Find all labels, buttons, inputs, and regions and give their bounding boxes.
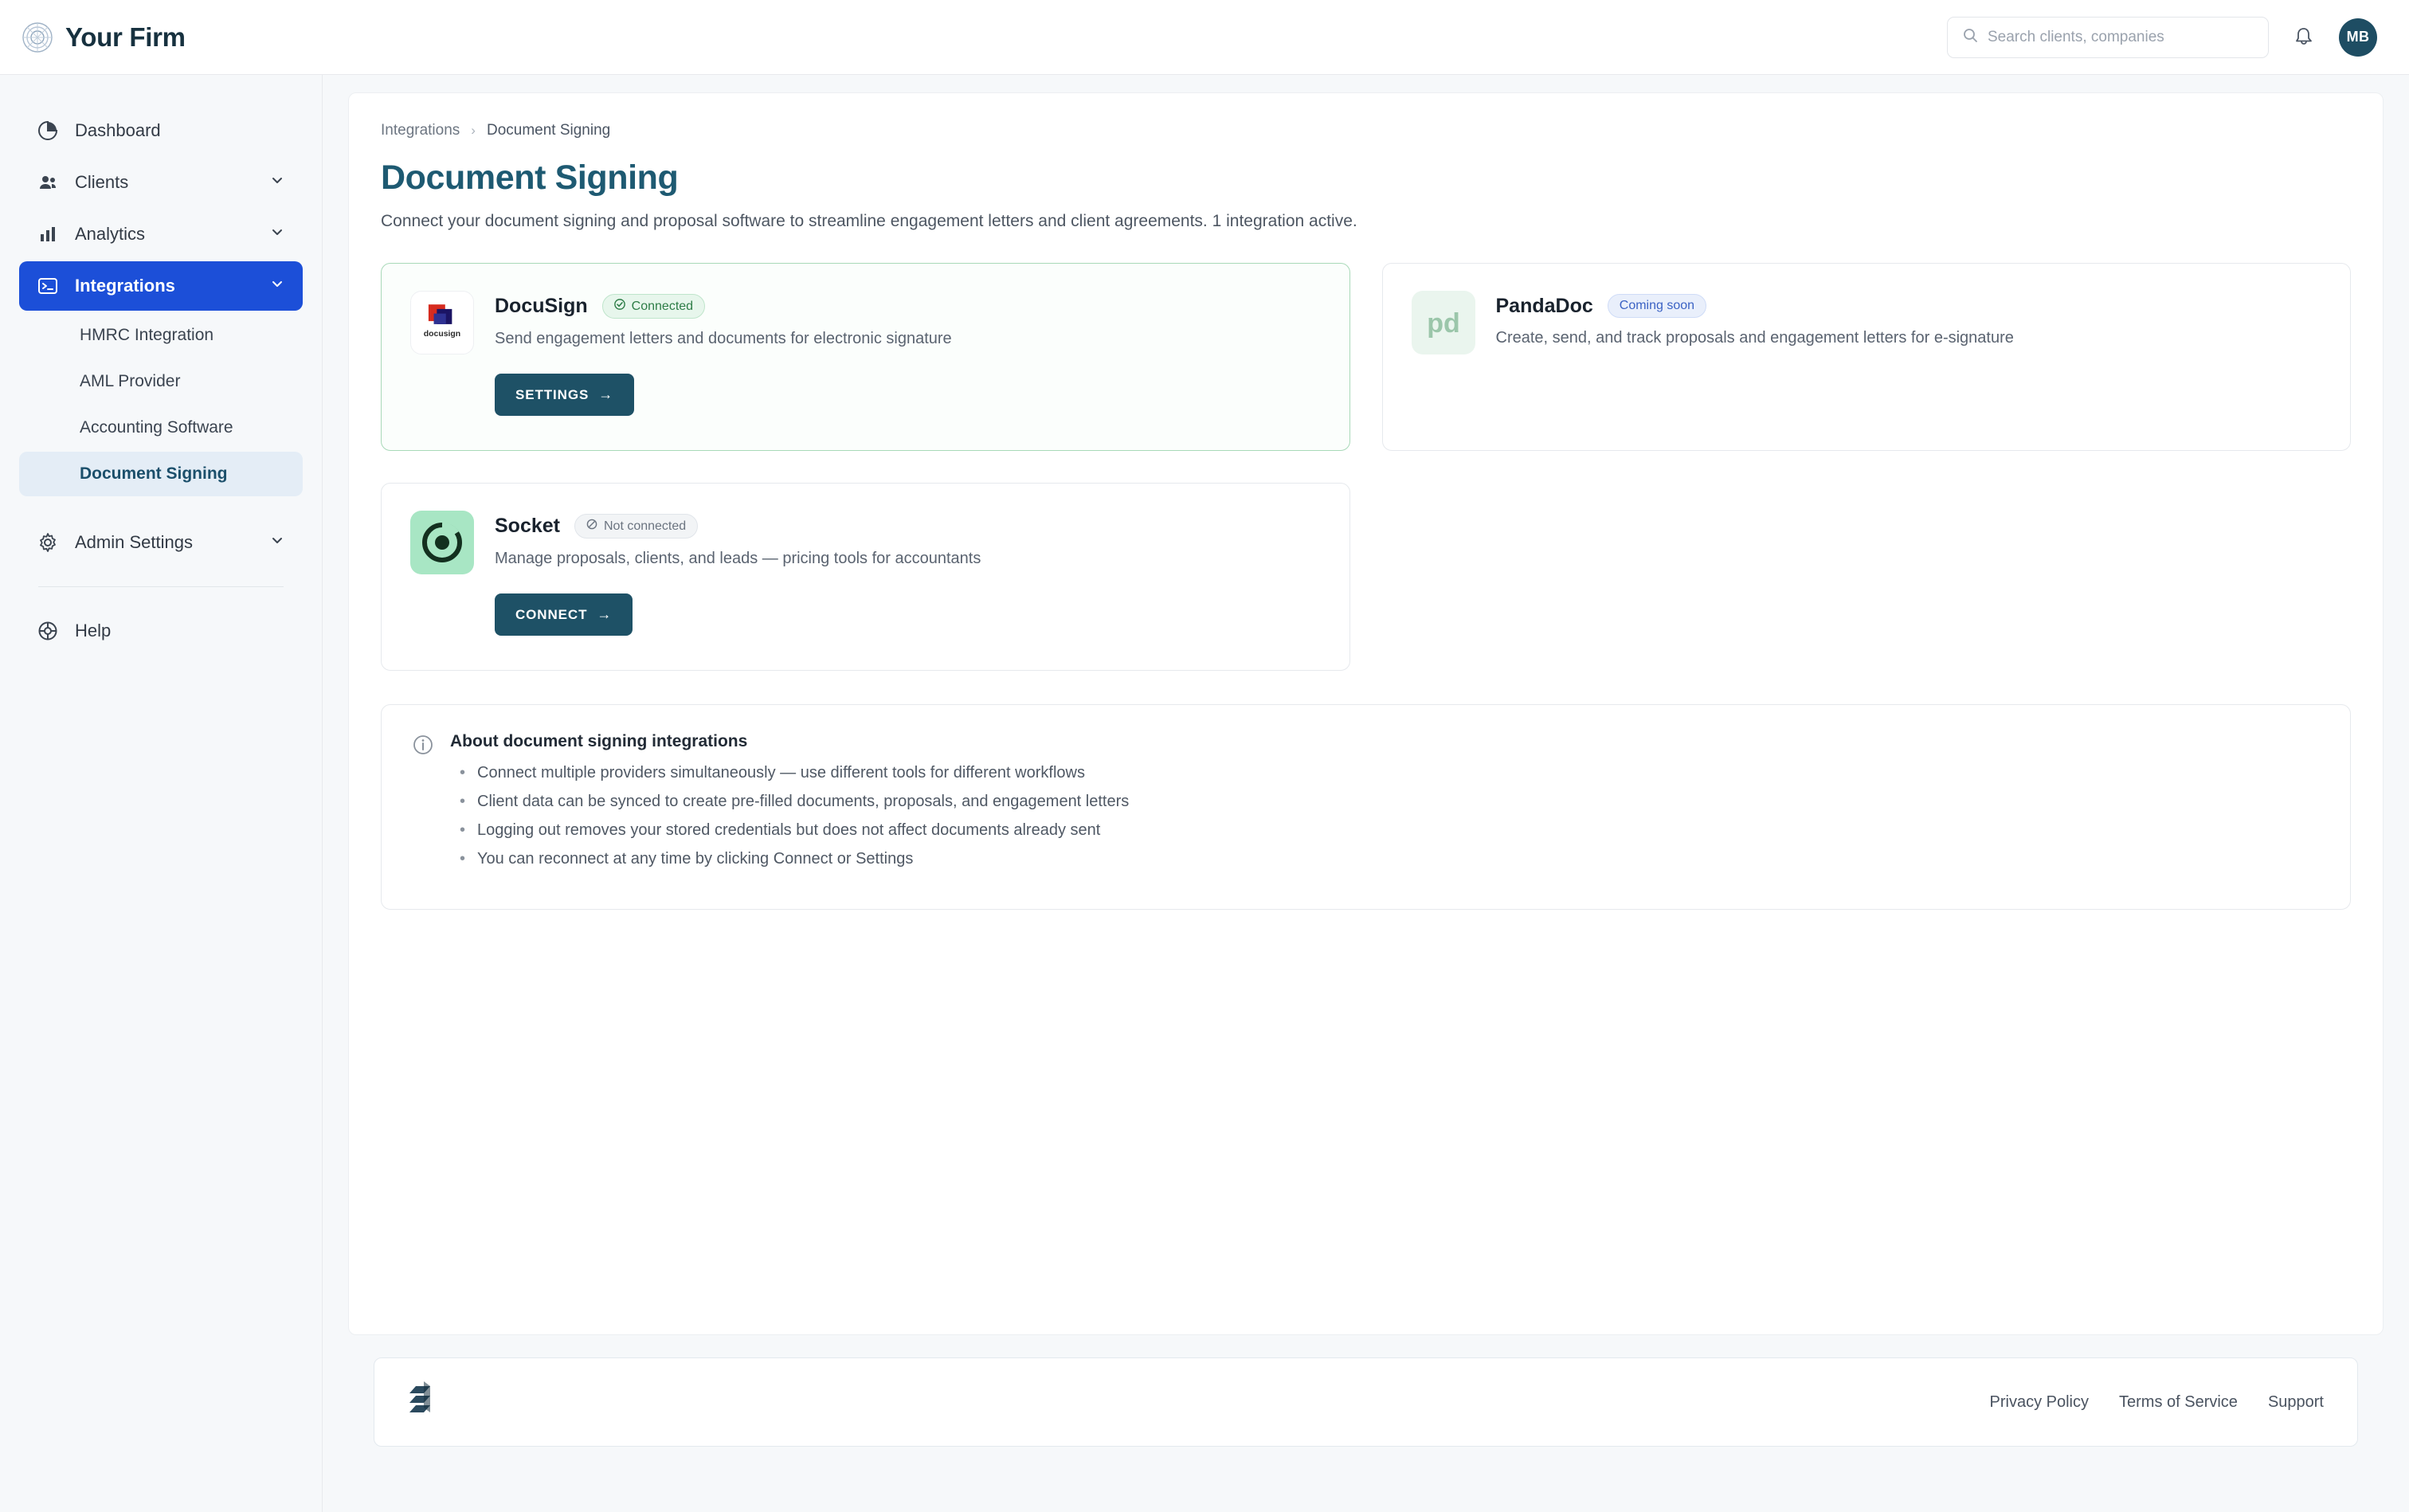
integration-card-docusign[interactable] [381, 263, 1350, 451]
arrow-right-icon: → [598, 386, 614, 402]
card-text-block [495, 511, 981, 574]
check-circle-icon [614, 299, 625, 314]
integration-name: PandaDoc [1495, 294, 1593, 317]
sidebar-item-dashboard[interactable] [19, 106, 303, 155]
card-title-row [495, 294, 952, 319]
card-header [410, 291, 1321, 354]
card-text-block [495, 291, 952, 354]
content-panel [348, 92, 2384, 1335]
footer-links [1990, 1393, 2324, 1412]
settings-button-label: SETTINGS [515, 386, 590, 402]
main-content [323, 75, 2409, 1512]
sidebar-item-analytics[interactable] [19, 210, 303, 259]
app-layout [0, 75, 2409, 1512]
card-text-block [1496, 291, 2014, 354]
avatar[interactable]: MB [2339, 18, 2377, 57]
sidebar-subitem-label: Document Signing [80, 464, 228, 483]
terminal-icon [37, 275, 59, 297]
list-item: • Logging out removes your stored credentials but does not affect documents already sent [450, 821, 1129, 840]
connect-button-label: CONNECT [515, 606, 588, 622]
stacked-layers-logo-icon [408, 1381, 445, 1423]
support-link[interactable]: Support [2267, 1393, 2324, 1411]
sidebar-item-hmrc-integration[interactable] [19, 313, 303, 358]
integration-description: Manage proposals, clients, and leads — pricing tools for accountants [495, 550, 981, 567]
breadcrumb [381, 122, 2351, 139]
chevron-down-icon[interactable] [269, 172, 285, 193]
sidebar-item-label: Help [75, 621, 112, 640]
integration-description: Create, send, and track proposals and engagement letters for e-signature [1495, 329, 2014, 347]
privacy-policy-link[interactable]: Privacy Policy [1989, 1393, 2089, 1411]
status-badge-label: Connected [631, 299, 694, 313]
about-info-box [381, 704, 2351, 910]
connect-button[interactable] [495, 593, 633, 636]
search-box[interactable] [1947, 17, 2269, 58]
gear-icon [37, 531, 59, 554]
about-info-title: About document signing integrations [450, 732, 748, 750]
brand-name: Your Firm [65, 22, 186, 52]
circle-slash-icon [586, 519, 597, 534]
status-badge [574, 514, 698, 539]
integration-description: Send engagement letters and documents for electronic signature [495, 330, 952, 347]
status-badge-label: Not connected [603, 519, 687, 533]
sidebar [0, 75, 323, 1512]
list-item: • Connect multiple providers simultaneously — use different tools for different workflows [450, 764, 1129, 782]
people-icon [37, 171, 59, 194]
about-info-list [450, 764, 1129, 868]
sidebar-item-accounting-software[interactable] [19, 405, 303, 450]
sidebar-item-clients[interactable] [19, 158, 303, 207]
sidebar-item-integrations[interactable] [19, 261, 303, 311]
breadcrumb-separator: › [471, 123, 476, 138]
about-info-text [450, 732, 1129, 879]
list-item: • Client data can be synced to create pre-filled documents, proposals, and engagement letters [450, 793, 1129, 811]
sidebar-item-label: Analytics [75, 224, 146, 244]
help-icon [37, 620, 59, 642]
chevron-down-icon[interactable] [269, 224, 285, 245]
socket-logo-icon [410, 511, 474, 574]
svg-text:pd: pd [1426, 308, 1460, 339]
integration-card-pandadoc[interactable] [1382, 263, 2352, 451]
list-item: • You can reconnect at any time by clicking Connect or Settings [450, 850, 1129, 868]
sidebar-item-label: Clients [75, 172, 129, 192]
sidebar-item-label: Dashboard [75, 120, 161, 140]
sidebar-item-label: Integrations [75, 276, 175, 296]
sidebar-item-admin-settings[interactable] [19, 518, 303, 567]
spiral-logo-icon [22, 22, 53, 53]
footer [374, 1357, 2358, 1447]
status-badge [602, 294, 705, 319]
sidebar-divider [38, 586, 284, 587]
pie-chart-icon [37, 119, 59, 142]
spacer [0, 498, 322, 515]
bar-chart-icon [37, 223, 59, 245]
card-actions [410, 350, 1321, 416]
svg-text:docusign: docusign [423, 330, 461, 339]
chevron-down-icon[interactable] [269, 532, 285, 553]
card-header [410, 511, 1321, 574]
page-subtitle: Connect your document signing and proposal software to streamline engagement letters and client agreements. 1 integration active. [381, 212, 1357, 230]
breadcrumb-current: Document Signing [486, 122, 611, 139]
terms-of-service-link[interactable]: Terms of Service [2119, 1393, 2238, 1411]
search-input[interactable] [1988, 29, 2254, 46]
top-bar [0, 0, 2409, 75]
card-title-row [495, 514, 981, 539]
integration-card-grid [381, 263, 2351, 671]
sidebar-item-aml-provider[interactable] [19, 359, 303, 404]
integration-name: DocuSign [495, 295, 588, 317]
integration-card-socket[interactable] [381, 483, 1350, 671]
page-title: Document Signing [381, 159, 679, 197]
bell-icon[interactable] [2291, 25, 2317, 50]
sidebar-subitem-label: HMRC Integration [80, 326, 214, 344]
sidebar-subitem-label: AML Provider [80, 372, 181, 390]
sidebar-item-label: Admin Settings [75, 532, 193, 552]
sidebar-item-help[interactable] [19, 606, 303, 656]
integration-name: Socket [495, 515, 560, 537]
settings-button[interactable] [495, 374, 634, 416]
info-icon [412, 734, 434, 756]
card-header [1412, 291, 2322, 354]
top-bar-right [1947, 17, 2377, 58]
breadcrumb-parent[interactable]: Integrations [381, 122, 460, 139]
sidebar-subitem-label: Accounting Software [80, 418, 233, 437]
status-badge-label: Coming soon [1619, 299, 1695, 312]
search-icon [1962, 27, 1978, 47]
card-title-row [1496, 294, 2014, 318]
brand[interactable] [22, 22, 186, 53]
sidebar-item-document-signing[interactable] [19, 452, 303, 496]
docusign-logo-icon [410, 291, 474, 354]
arrow-right-icon: → [597, 606, 613, 622]
chevron-down-icon[interactable] [269, 276, 285, 296]
status-badge [1608, 294, 1706, 318]
pandadoc-logo-icon [1412, 291, 1475, 354]
card-actions [410, 570, 1321, 636]
